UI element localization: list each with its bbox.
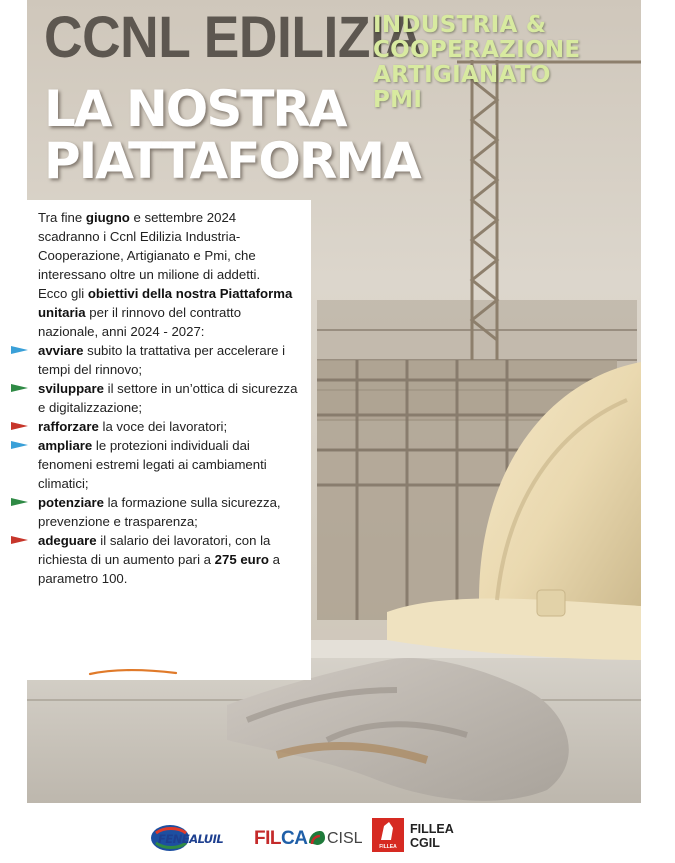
bullet-ampliare: ampliare le protezioni individuali dai fenomeni estremi legati ai cambiamenti climatici;: [38, 436, 300, 493]
bullet-rafforzare: rafforzare la voce dei lavoratori;: [38, 417, 300, 436]
sector-artigianato: ARTIGIANATO: [373, 62, 551, 88]
fillea-badge-text: FILLEA: [379, 844, 397, 850]
fillea-cgil-text: FILLEA CGIL: [410, 822, 454, 850]
sector-cooperazione: COOPERAZIONE: [373, 37, 581, 63]
fenealuil-logo: [150, 820, 242, 854]
cisl-mark-icon: [309, 831, 325, 845]
arrow-icon: [11, 422, 28, 430]
arrow-icon: [11, 441, 28, 449]
highlight-underline: [88, 667, 178, 677]
objectives-paragraph: Ecco gli obiettivi della nostra Piattaforma unitaria per il rinnovo del contratto nazionale, anni 2024 - 2027:: [38, 286, 293, 339]
title-la-nostra: LA NOSTRA: [44, 80, 346, 138]
cisl-text: CISL: [327, 830, 363, 847]
union-logos: [150, 818, 460, 858]
bullet-avviare: avviare subito la trattativa per accelerare i tempi del rinnovo;: [38, 341, 300, 379]
arrow-icon: [11, 384, 28, 392]
title-piattaforma: PIATTAFORMA: [44, 132, 420, 190]
sector-pmi: PMI: [373, 87, 423, 113]
body-text: [38, 208, 300, 588]
fillea-badge-icon: [372, 818, 404, 852]
arrow-icon: [11, 536, 28, 544]
fenealuil-text: FENEALUIL: [158, 832, 224, 846]
filca-logo: FILCA: [254, 828, 308, 849]
sector-subtitle: [373, 13, 641, 113]
sector-industria: INDUSTRIA &: [373, 12, 547, 38]
bullet-sviluppare: sviluppare il settore in un’ottica di sicurezza e digitalizzazione;: [38, 379, 300, 417]
title-ccnl-edilizia: CCNL EDILIZIA: [44, 5, 423, 70]
bullet-potenziare: potenziare la formazione sulla sicurezza, prevenzione e trasparenza;: [38, 493, 300, 531]
arrow-icon: [11, 346, 28, 354]
bullet-adeguare: adeguare il salario dei lavoratori, con la richiesta di un aumento pari a 275 euro a parametro 100.: [38, 531, 300, 588]
intro-paragraph: Tra fine giugno e settembre 2024 scadranno i Ccnl Edilizia Industria-Cooperazione, Artigianato e Pmi, che interessano oltre un milione di addetti.: [38, 210, 261, 282]
arrow-icon: [11, 498, 28, 506]
